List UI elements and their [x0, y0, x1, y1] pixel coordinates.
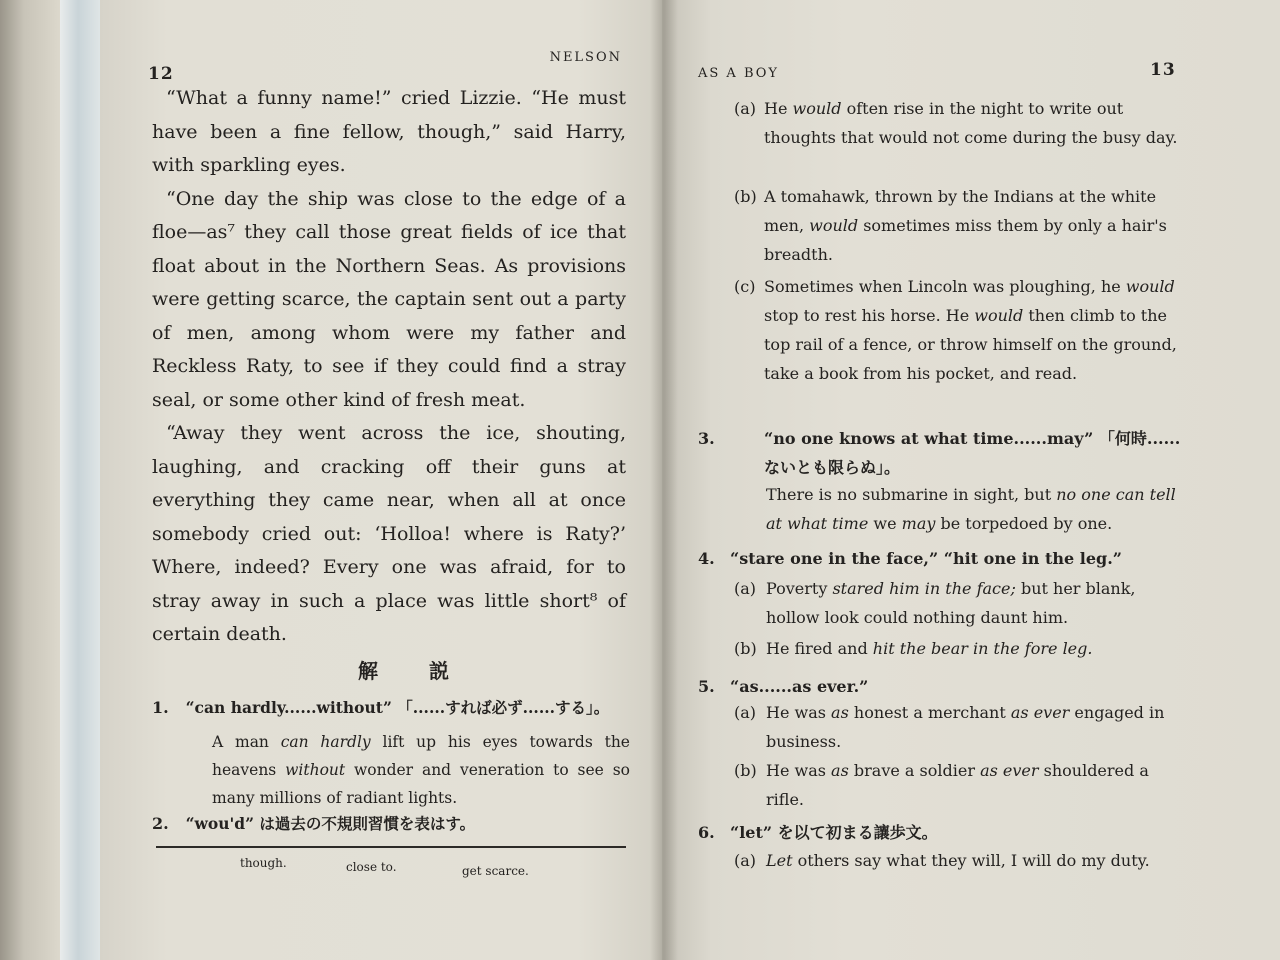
- item-text: There is no submarine in sight, but: [766, 485, 1057, 504]
- item-text: engaged in business.: [766, 703, 1165, 751]
- item-text: stop to rest his horse. He: [764, 306, 975, 325]
- item-emphasis: would: [1125, 277, 1175, 296]
- note-3-number: 3.: [698, 429, 715, 448]
- note-3-example: [766, 480, 1182, 538]
- note-1-example-text: A man: [212, 733, 281, 751]
- item-text: He fired and: [766, 639, 873, 658]
- item-emphasis: as ever: [1010, 703, 1070, 722]
- note-1-title: “can hardly......without” 「......すれば必ず......する」。: [185, 698, 610, 717]
- item-emphasis: no one can tell at what time: [766, 485, 1176, 533]
- note-5b-text: [766, 756, 1182, 814]
- note-4a-label: (a): [734, 579, 757, 598]
- item-text: often rise in the night to write out thoughts that would not come during the busy day.: [764, 99, 1178, 147]
- item-emphasis: hit the bear in the fore leg.: [872, 639, 1093, 658]
- note-6-number: 6.: [698, 823, 715, 842]
- paragraph-1: “What a funny name!” cried Lizzie. “He must have been a fine fellow, though,” said Harry, with sparkling eyes.: [152, 87, 626, 176]
- item-text: others say what they will, I will do my duty.: [792, 851, 1150, 870]
- item-emphasis: may: [901, 514, 936, 533]
- note-5a-label: (a): [734, 703, 757, 722]
- note-1-number: 1.: [152, 698, 169, 717]
- book-cover-strip: [60, 0, 100, 960]
- item-b-label: (b): [734, 187, 757, 206]
- note-4b-text: [766, 634, 1182, 663]
- item-b-text: [764, 182, 1182, 269]
- note-2-title: “wou'd” は過去の不規則習慣を表はす。: [185, 814, 476, 833]
- item-emphasis: would: [792, 99, 842, 118]
- item-c-text: [764, 272, 1182, 388]
- note-1-example: [212, 728, 630, 812]
- right-page: [662, 0, 1280, 960]
- paragraph-3: “Away they went across the ice, shouting, laughing, and cracking off their guns at everything they came near, when all at once somebody cried out: ‘Holloa! where is Raty?’ Where, indeed? Every one was afraid, for to stray away in such a place was little short⁸ of certain death.: [152, 422, 626, 645]
- left-page: [100, 0, 662, 960]
- right-page-number: 13: [1150, 60, 1176, 80]
- item-a-label: (a): [734, 99, 757, 118]
- left-running-head: NELSON: [549, 50, 622, 65]
- item-text: brave a soldier: [848, 761, 981, 780]
- item-emphasis: stared him in the face;: [832, 579, 1016, 598]
- item-a-text: [764, 94, 1182, 152]
- item-text: Poverty: [766, 579, 833, 598]
- note-4b-label: (b): [734, 639, 757, 658]
- item-emphasis: Let: [766, 851, 793, 870]
- note-1-example-emphasis: without: [285, 761, 346, 779]
- note-4a-text: [766, 574, 1182, 632]
- note-5a-text: [766, 698, 1182, 756]
- item-text: He: [764, 99, 793, 118]
- item-text: honest a merchant: [848, 703, 1011, 722]
- note-5b-label: (b): [734, 761, 757, 780]
- item-text: Sometimes when Lincoln was ploughing, he: [764, 277, 1126, 296]
- note-5-title: “as......as ever.”: [730, 677, 869, 696]
- note-6a-text: [766, 846, 1182, 875]
- footnote-rule: [156, 846, 626, 848]
- footnote-2: close to.: [346, 860, 397, 874]
- note-4-number: 4.: [698, 549, 715, 568]
- item-text: He was: [766, 703, 832, 722]
- notes-heading: 解 説: [358, 659, 471, 683]
- note-1-example-text: wonder and veneration to see so many millions of radiant lights.: [212, 761, 630, 807]
- note-1-example-text: lift up his eyes towards the heavens: [212, 733, 630, 779]
- item-text: be torpedoed by one.: [935, 514, 1113, 533]
- item-emphasis: as: [831, 703, 849, 722]
- book-cover-edge: [0, 0, 60, 960]
- item-emphasis: as ever: [980, 761, 1039, 780]
- item-emphasis: would: [974, 306, 1024, 325]
- note-6a-label: (a): [734, 851, 757, 870]
- item-text: but her blank, hollow look could nothing daunt him.: [766, 579, 1136, 627]
- left-prose: [152, 82, 626, 652]
- item-text: shouldered a rifle.: [766, 761, 1149, 809]
- right-running-head: AS A BOY: [698, 66, 779, 81]
- note-5-number: 5.: [698, 677, 715, 696]
- paragraph-2: “One day the ship was close to the edge of a floe—as⁷ they call those great fields of ice that float about in the Northern Seas. As provisions were getting scarce, the captain sent out a party of men, among whom were my father and Reckless Raty, to see if they could find a stray seal, or some other kind of fresh meat.: [152, 187, 626, 411]
- item-text: then climb to the top rail of a fence, or throw himself on the ground, take a book from his pocket, and read.: [764, 306, 1177, 383]
- note-6-title: “let” を以て初まる讓歩文。: [730, 823, 938, 842]
- note-3-title: “no one knows at what time......may” 「何時......ないとも限らぬ」。: [764, 429, 1181, 477]
- note-1-example-emphasis: can hardly: [280, 733, 371, 751]
- footnote-1: though.: [240, 856, 287, 870]
- item-text: A tomahawk, thrown by the Indians at the white men,: [764, 187, 1157, 235]
- note-2-number: 2.: [152, 814, 169, 833]
- item-emphasis: would: [809, 216, 859, 235]
- item-text: sometimes miss them by only a hair's breadth.: [764, 216, 1167, 264]
- book-gutter-shadow: [650, 0, 678, 960]
- item-text: we: [868, 514, 902, 533]
- footnote-3: get scarce.: [462, 864, 529, 878]
- note-4-title: “stare one in the face,” “hit one in the leg.”: [730, 549, 1122, 568]
- item-text: He was: [766, 761, 832, 780]
- item-c-label: (c): [734, 277, 756, 296]
- item-emphasis: as: [831, 761, 849, 780]
- left-page-number: 12: [148, 64, 174, 84]
- note-1: [152, 696, 609, 718]
- note-2: [152, 812, 475, 834]
